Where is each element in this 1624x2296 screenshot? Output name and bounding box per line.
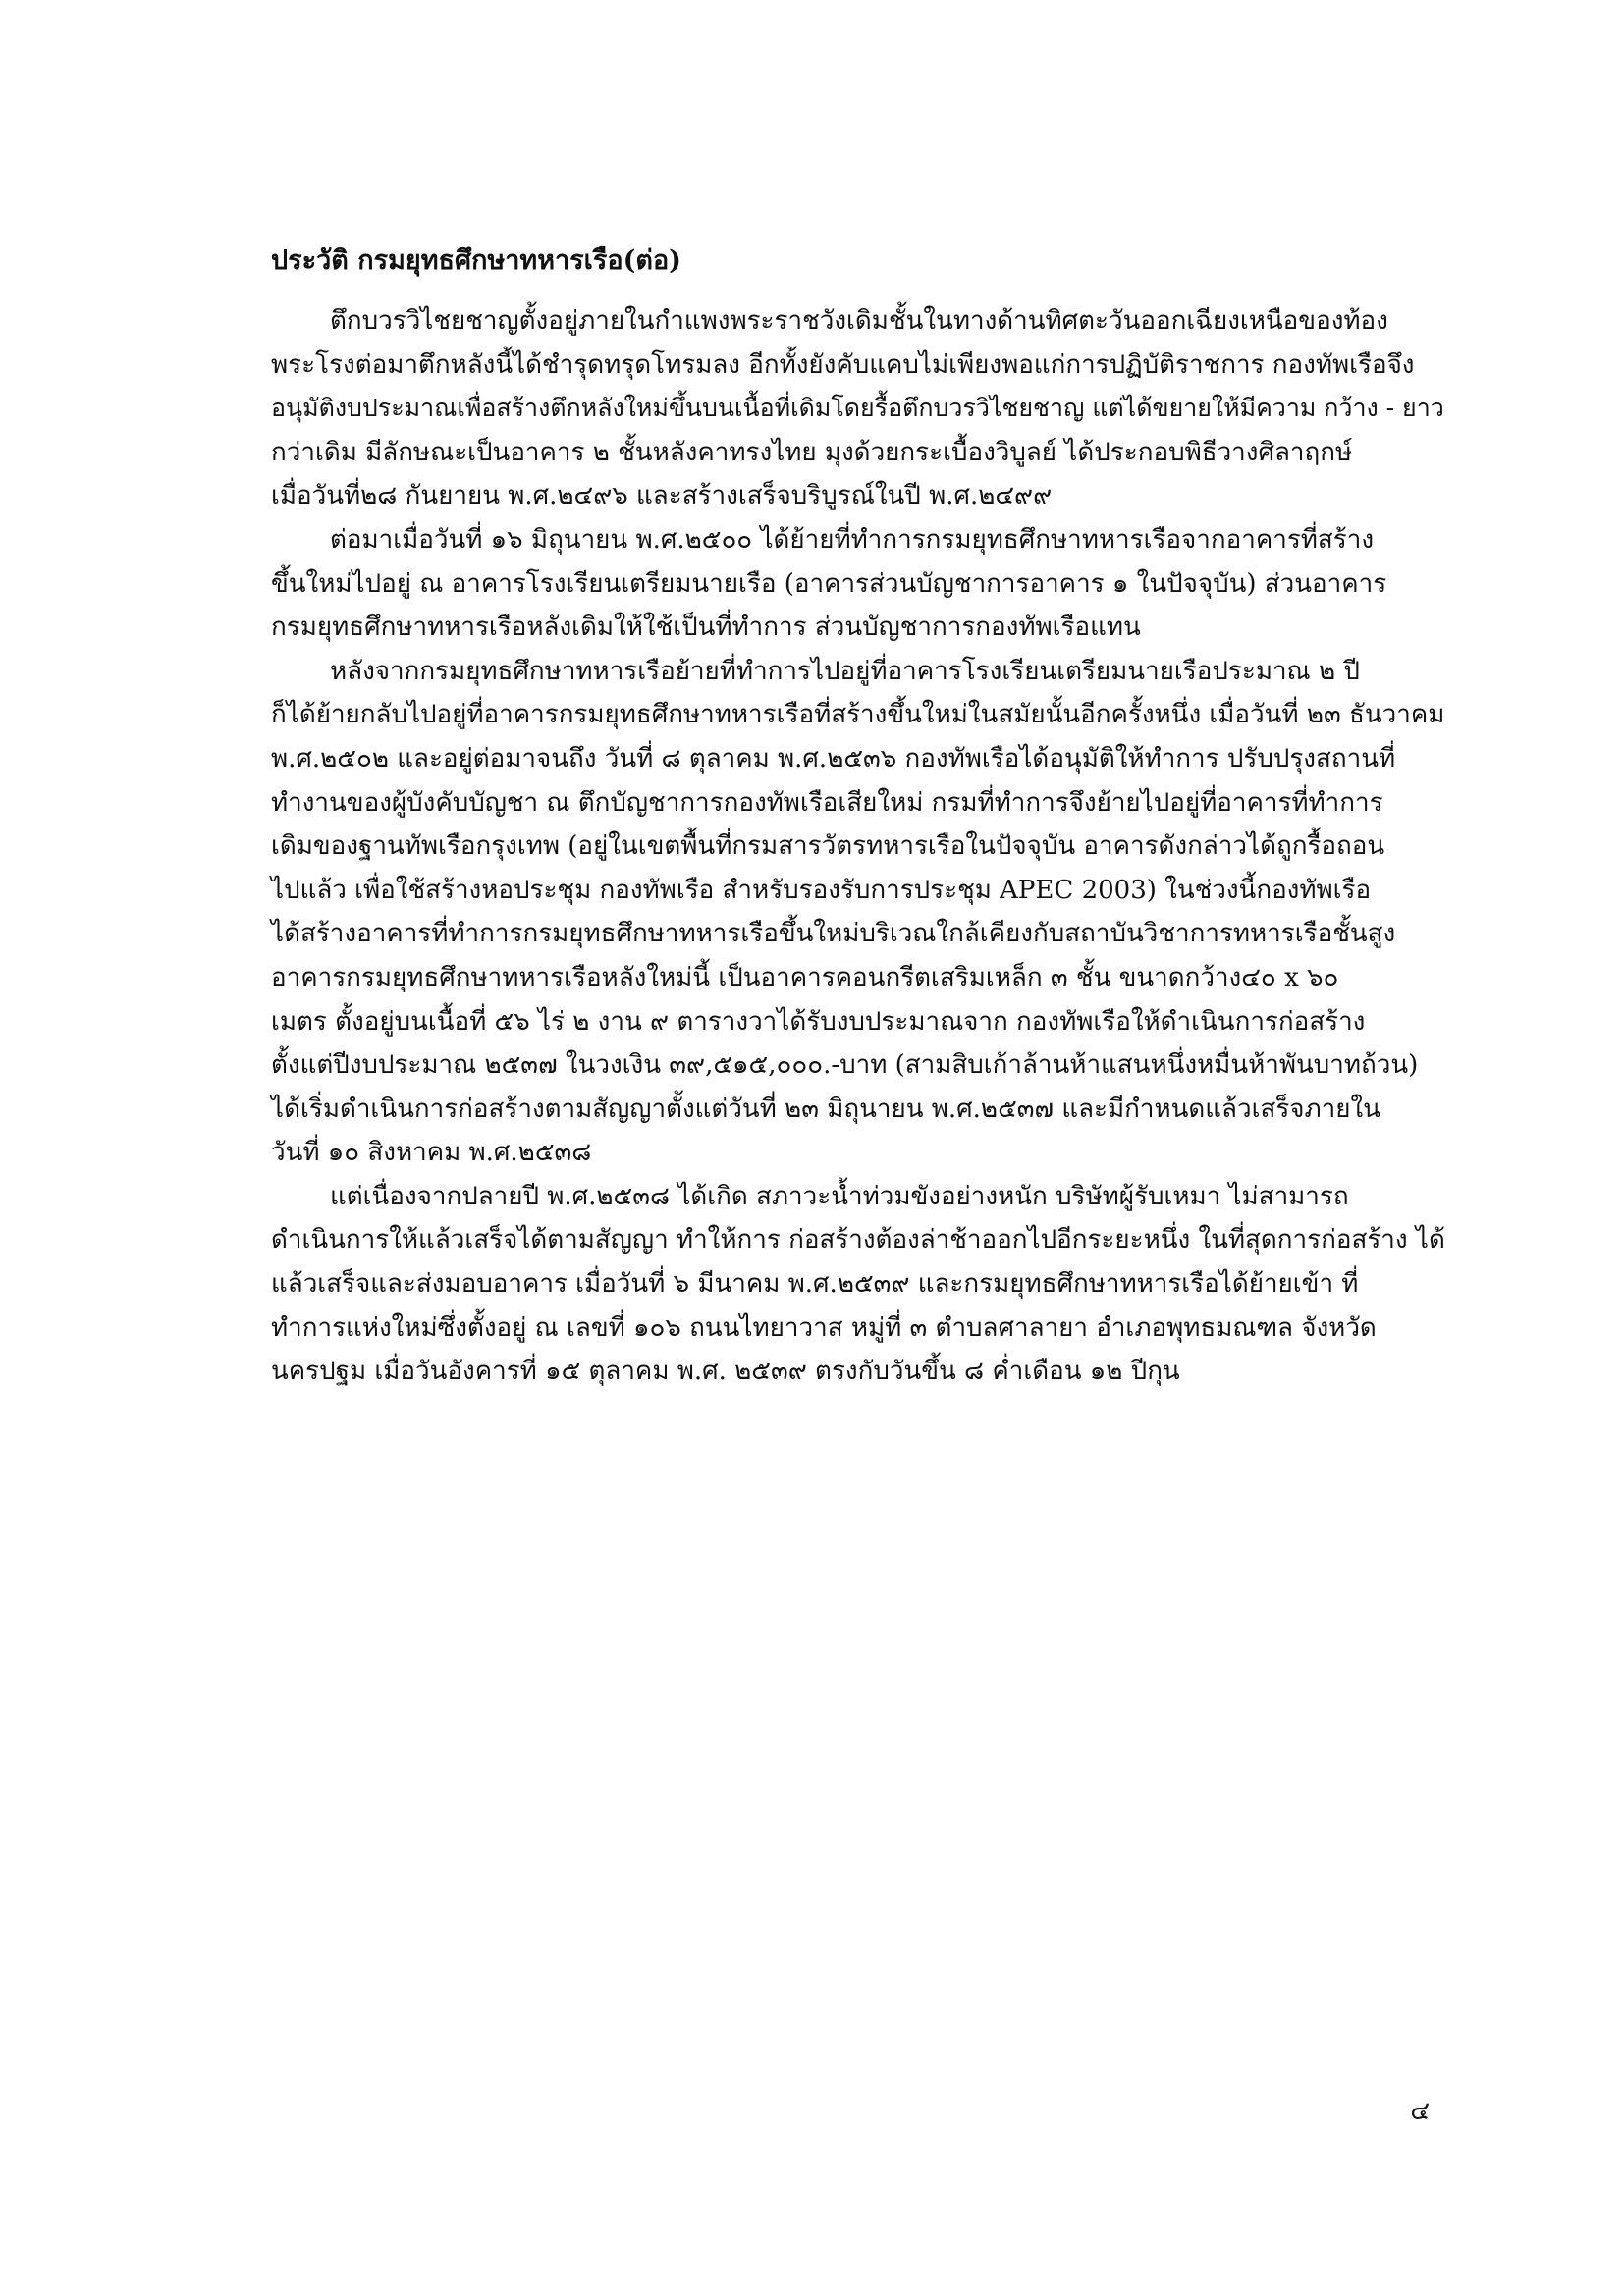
text-line: พ.ศ.๒๕๐๒ และอยู่ต่อมาจนถึง วันที่ ๘ ตุลาคม พ.ศ.๒๕๓๖ กองทัพเรือได้อนุมัติให้ทำการ ปรับปรุงสถานที่ bbox=[271, 743, 1396, 774]
text-line: พระโรงต่อมาตึกหลังนี้ได้ชำรุดทรุดโทรมลง อีกทั้งยังคับแคบไม่เพียงพอแก่การปฏิบัติราชการ กองทัพเรือจึง bbox=[271, 349, 1415, 380]
paragraph-1 bbox=[271, 299, 1459, 518]
text-line: นครปฐม เมื่อวันอังคารที่ ๑๕ ตุลาคม พ.ศ. ๒๕๓๙ ตรงกับวันขึ้น ๘ ค่ำเดือน ๑๒ ปีกุน bbox=[271, 1357, 1180, 1387]
text-line: เมตร ตั้งอยู่บนเนื้อที่ ๕๖ ไร่ ๒ งาน ๙ ตารางวาได้รับงบประมาณจาก กองทัพเรือให้ดำเนินการก่อสร้าง bbox=[271, 1006, 1366, 1037]
text-line: ขึ้นใหม่ไปอยู่ ณ อาคารโรงเรียนเตรียมนายเรือ (อาคารส่วนบัญชาการอาคาร ๑ ในปัจจุบัน) ส่วนอาคาร bbox=[271, 568, 1387, 599]
text-line: เดิมของฐานทัพเรือกรุงเทพ (อยู่ในเขตพื้นที่กรมสารวัตรทหารเรือในปัจจุบัน อาคารดังกล่าวได้ถูกรื้อถอน bbox=[271, 831, 1385, 862]
text-line: กรมยุทธศึกษาทหารเรือหลังเดิมให้ใช้เป็นที่ทำการ ส่วนบัญชาการกองทัพเรือแทน bbox=[271, 613, 1141, 643]
text-line: วันที่ ๑๐ สิงหาคม พ.ศ.๒๕๓๘ bbox=[271, 1138, 592, 1168]
text-line: ดำเนินการให้แล้วเสร็จได้ตามสัญญา ทำให้การ ก่อสร้างต้องล่าช้าออกไปอีกระยะหนึ่ง ในที่สุดการก่อสร้าง ได้ bbox=[271, 1225, 1445, 1255]
page-heading: ประวัติ กรมยุทธศึกษาทหารเรือ(ต่อ) bbox=[271, 245, 681, 276]
body-text bbox=[271, 299, 1459, 1394]
text-line: ทำการแห่งใหม่ซึ่งตั้งอยู่ ณ เลขที่ ๑๐๖ ถนนไทยาวาส หมู่ที่ ๓ ตำบลศาลายา อำเภอพุทธมณฑล จังหวัด bbox=[271, 1312, 1377, 1343]
text-line: อนุมัติงบประมาณเพื่อสร้างตึกหลังใหม่ขึ้นบนเนื้อที่เดิมโดยรื้อตึกบวรวิไชยชาญ แต่ได้ขยายให้มีความ กว้าง - ยาว bbox=[271, 394, 1444, 423]
text-line: อาคารกรมยุทธศึกษาทหารเรือหลังใหม่นี้ เป็นอาคารคอนกรีตเสริมเหล็ก ๓ ชั้น ขนาดกว้าง๔๐ x ๖๐ bbox=[271, 962, 1339, 992]
text-line: ตึกบวรวิไชยชาญตั้งอยู่ภายในกำแพงพระราชวังเดิมชั้นในทางด้านทิศตะวันออกเฉียงเหนือของท้อง bbox=[330, 306, 1388, 336]
paragraph-2 bbox=[271, 518, 1459, 650]
text-line: ทำงานของผู้บังคับบัญชา ณ ตึกบัญชาการกองทัพเรือเสียใหม่ กรมที่ทำการจึงย้ายไปอยู่ที่อาคารที่ทำการ bbox=[271, 787, 1383, 818]
text-line: ต่อมาเมื่อวันที่ ๑๖ มิถุนายน พ.ศ.๒๕๐๐ ได้ย้ายที่ทำการกรมยุทธศึกษาทหารเรือจากอาคารที่สร้าง bbox=[330, 524, 1375, 555]
page-number: ๔ bbox=[1410, 2097, 1430, 2126]
text-line: เมื่อวันที่๒๘ กันยายน พ.ศ.๒๔๙๖ และสร้างเสร็จบริบูรณ์ในปี พ.ศ.๒๔๙๙ bbox=[271, 481, 1053, 511]
text-line: ก็ได้ย้ายกลับไปอยู่ที่อาคารกรมยุทธศึกษาทหารเรือที่สร้างขึ้นใหม่ในสมัยนั้นอีกครั้งหนึ่ง เมื่อวันที่ ๒๓ ธันวาคม bbox=[271, 700, 1445, 730]
text-line: แล้วเสร็จและส่งมอบอาคาร เมื่อวันที่ ๖ มีนาคม พ.ศ.๒๕๓๙ และกรมยุทธศึกษาทหารเรือได้ย้ายเข้า ที่ bbox=[271, 1269, 1359, 1300]
paragraph-4 bbox=[271, 1175, 1459, 1394]
text-line: ได้สร้างอาคารที่ทำการกรมยุทธศึกษาทหารเรือขึ้นใหม่บริเวณใกล้เคียงกับสถาบันวิชาการทหารเรือชั้นสูง bbox=[271, 919, 1396, 949]
text-line: ไปแล้ว เพื่อใช้สร้างหอประชุม กองทัพเรือ สำหรับรองรับการประชุม APEC 2003) ในช่วงนี้กองทัพเรือ bbox=[271, 875, 1372, 905]
text-line: กว่าเดิม มีลักษณะเป็นอาคาร ๒ ชั้นหลังคาทรงไทย มุงด้วยกระเบื้องวิบูลย์ ได้ประกอบพิธีวางศิลาฤกษ์ bbox=[271, 437, 1353, 467]
text-line: หลังจากกรมยุทธศึกษาทหารเรือย้ายที่ทำการไปอยู่ที่อาคารโรงเรียนเตรียมนายเรือประมาณ ๒ ปี bbox=[330, 656, 1360, 686]
paragraph-3 bbox=[271, 650, 1459, 1175]
text-line: แต่เนื่องจากปลายปี พ.ศ.๒๕๓๘ ได้เกิด สภาวะน้ำท่วมขังอย่างหนัก บริษัทผู้รับเหมา ไม่สามารถ bbox=[330, 1181, 1349, 1211]
text-line: ตั้งแต่ปีงบประมาณ ๒๕๓๗ ในวงเงิน ๓๙,๕๑๕,๐๐๐.-บาท (สามสิบเก้าล้านห้าแสนหนึ่งหมื่นห้าพันบาทถ้วน) bbox=[271, 1050, 1419, 1081]
text-line: ได้เริ่มดำเนินการก่อสร้างตามสัญญาตั้งแต่วันที่ ๒๓ มิถุนายน พ.ศ.๒๕๓๗ และมีกำหนดแล้วเสร็จภายใน bbox=[271, 1094, 1380, 1124]
